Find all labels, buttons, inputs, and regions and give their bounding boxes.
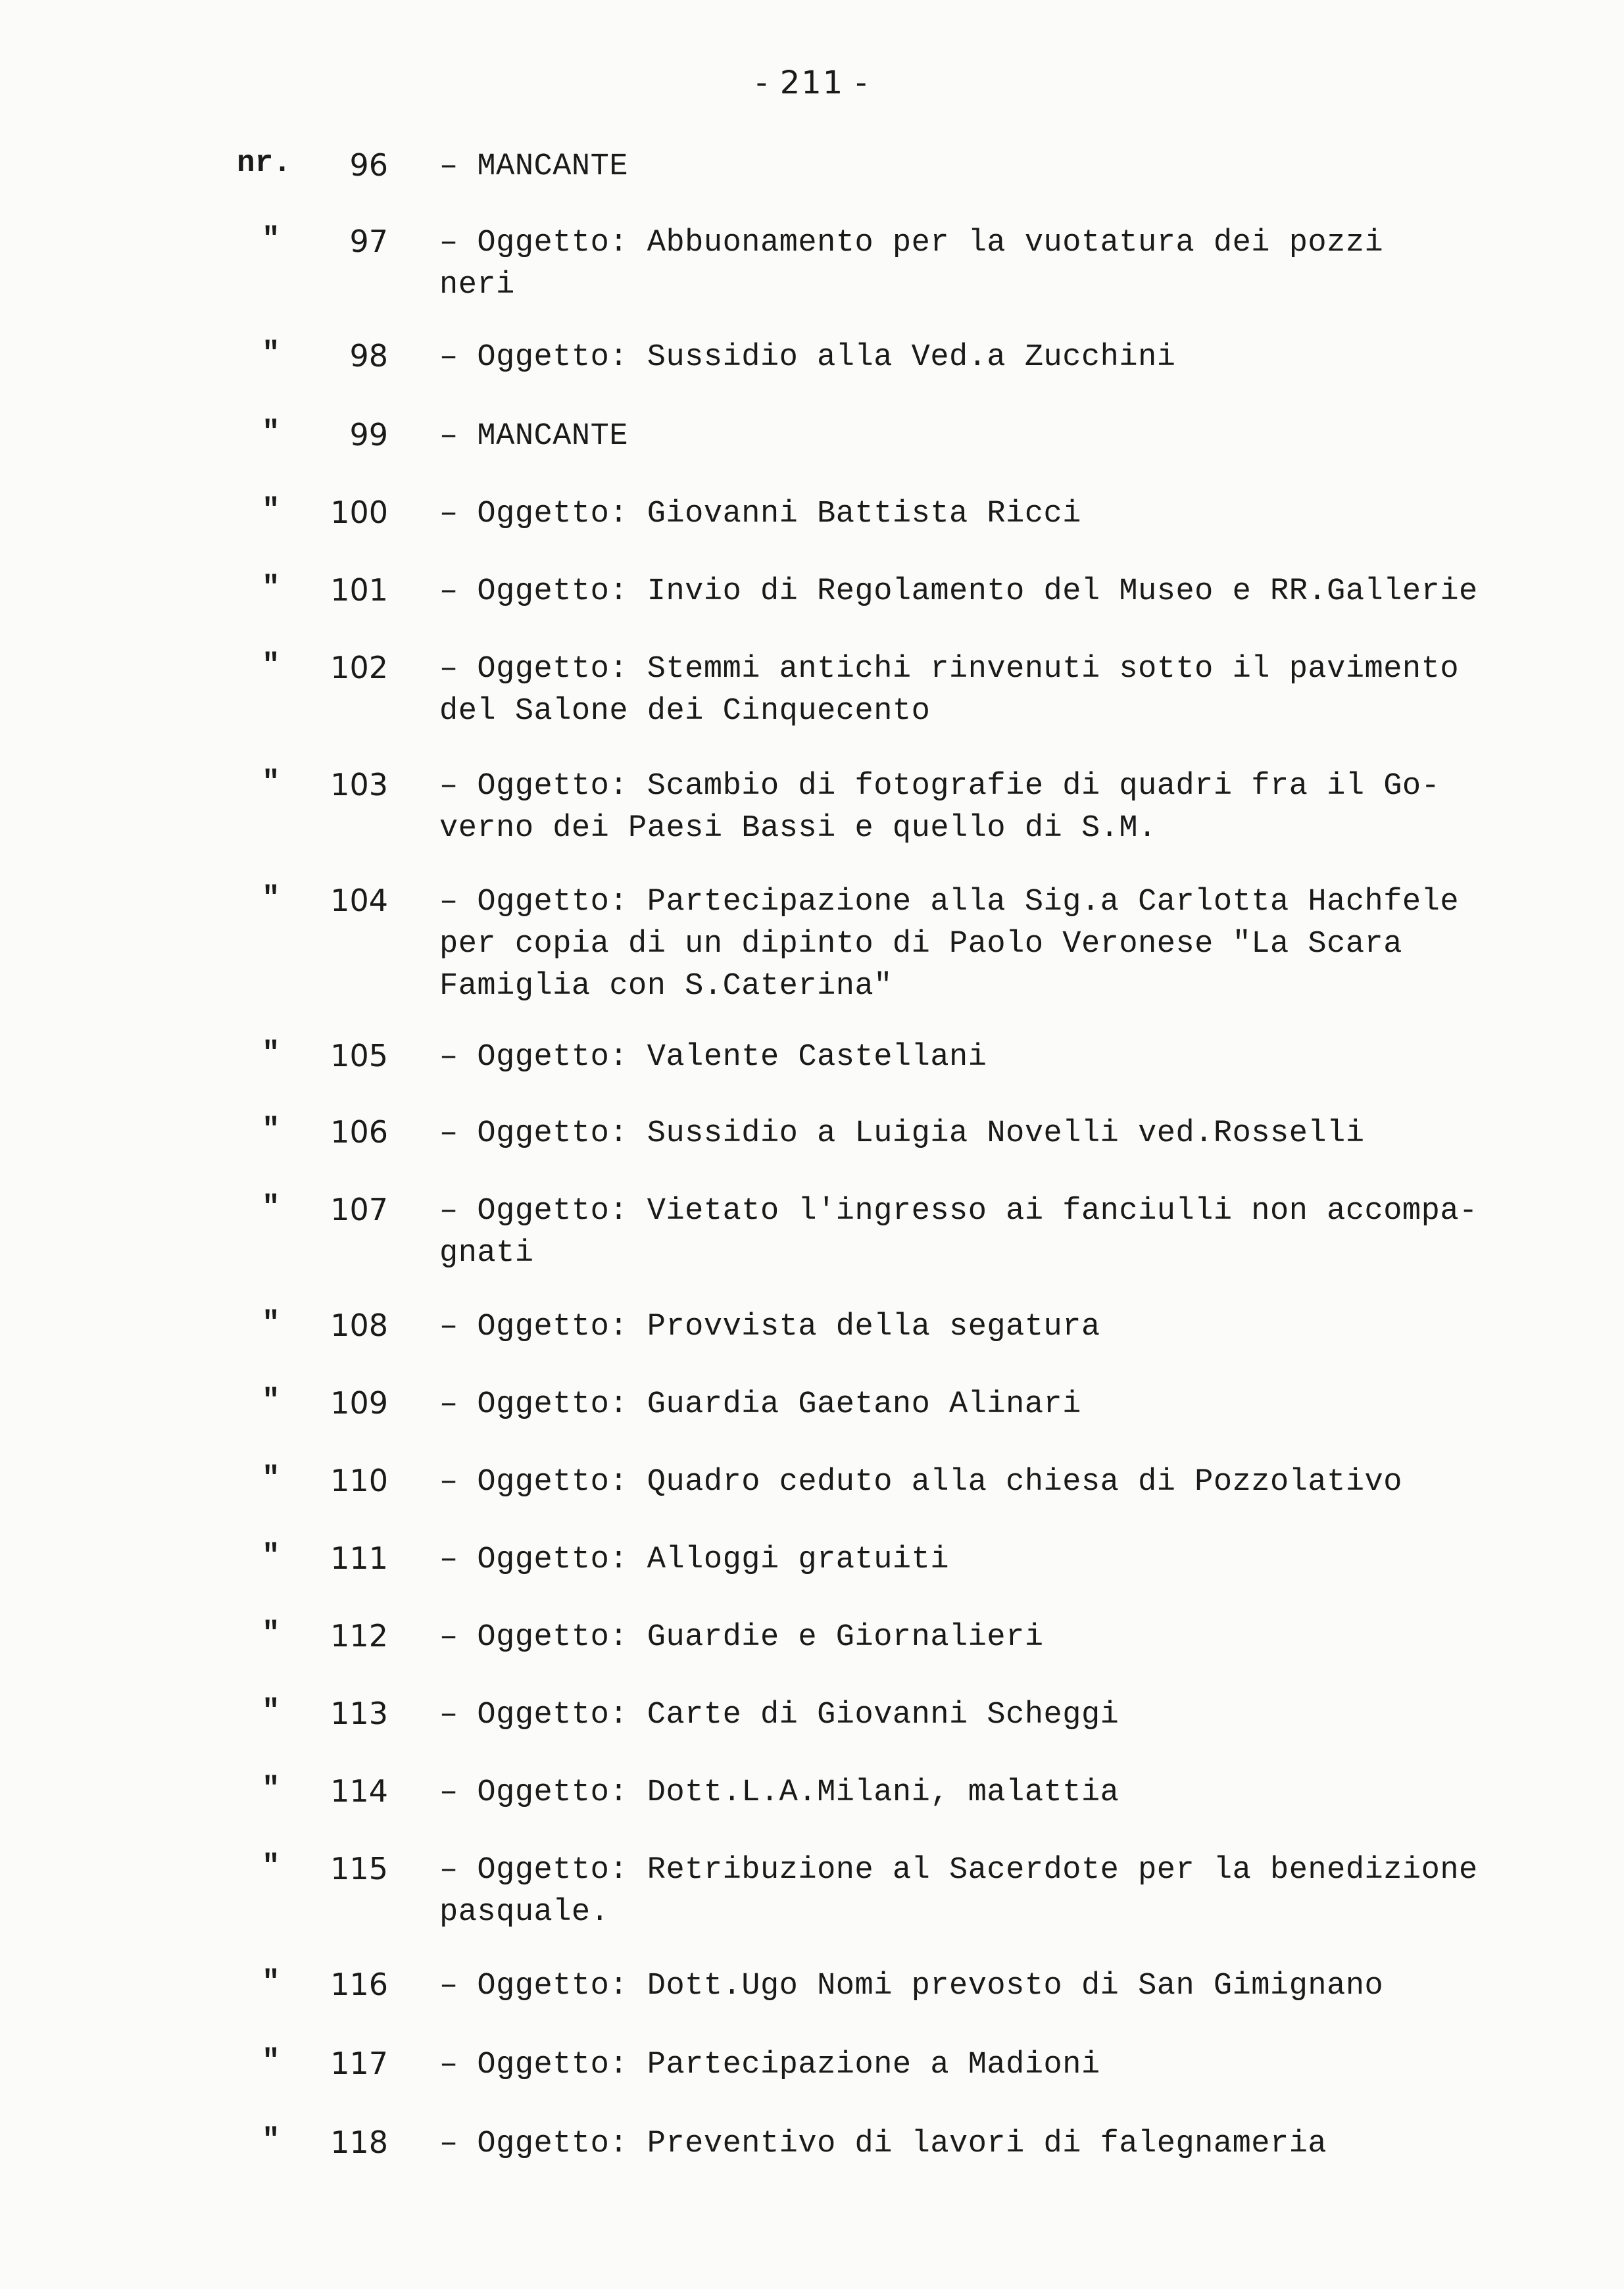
entry-prefix: " — [262, 571, 280, 605]
entry-text: – Oggetto: Preventivo di lavori di falegnameria — [439, 2127, 1327, 2161]
entry-number: 107 — [330, 1192, 388, 1227]
entry-number: 102 — [330, 650, 388, 685]
entry-text: – Oggetto: Vietato l'ingresso ai fanciulli non accompa- gnati — [439, 1194, 1478, 1271]
entry-text: – Oggetto: Quadro ceduto alla chiesa di Pozzolativo — [439, 1465, 1402, 1500]
entry-text: – Oggetto: Provvista della segatura — [439, 1310, 1100, 1344]
entry-prefix: " — [262, 1191, 280, 1225]
entry-number: 103 — [330, 767, 388, 802]
entry-prefix: " — [262, 649, 280, 683]
entry-number: 118 — [330, 2125, 388, 2160]
entry-prefix: " — [262, 1850, 280, 1884]
entry-prefix: " — [262, 766, 280, 800]
entry-text: – Oggetto: Giovanni Battista Ricci — [439, 497, 1081, 531]
entry-text: – Oggetto: Guardia Gaetano Alinari — [439, 1387, 1081, 1422]
entry-prefix: " — [262, 337, 280, 371]
entry-text: – MANCANTE — [439, 419, 629, 454]
entry-prefix: " — [262, 1539, 280, 1573]
entry-text: – Oggetto: Dott.Ugo Nomi prevosto di San Gimignano — [439, 1969, 1384, 2004]
entry-number: 101 — [330, 572, 388, 608]
entry-number: 110 — [330, 1463, 388, 1498]
entry-prefix: " — [262, 881, 280, 916]
entry-number: 109 — [330, 1385, 388, 1421]
entry-prefix: " — [262, 1772, 280, 1806]
entry-prefix: " — [262, 1384, 280, 1418]
entry-text: – Oggetto: Sussidio alla Ved.a Zucchini — [439, 340, 1176, 375]
entry-number: 96 — [349, 147, 388, 183]
entry-number: 112 — [330, 1618, 388, 1654]
entry-number: 113 — [330, 1696, 388, 1731]
entry-text: – Oggetto: Stemmi antichi rinvenuti sotto il pavimento del Salone dei Cinquecento — [439, 652, 1460, 729]
entry-text: – Oggetto: Dott.L.A.Milani, malattia — [439, 1775, 1120, 1810]
entry-number: 99 — [349, 417, 388, 453]
entry-number: 115 — [330, 1851, 388, 1886]
entry-number: 98 — [349, 338, 388, 374]
entry-prefix: " — [262, 493, 280, 528]
entry-number: 108 — [330, 1308, 388, 1343]
entry-text: – Oggetto: Partecipazione a Madioni — [439, 2048, 1100, 2082]
entry-text: – Oggetto: Valente Castellani — [439, 1040, 987, 1075]
entry-prefix: " — [262, 2044, 280, 2079]
entry-number: 100 — [330, 495, 388, 530]
entry-text: – Oggetto: Retribuzione al Sacerdote per la benedizione pasquale. — [439, 1853, 1478, 1930]
entry-text: – MANCANTE — [439, 149, 629, 184]
entry-text: – Oggetto: Sussidio a Luigia Novelli ved.Rosselli — [439, 1116, 1365, 1151]
entry-text: – Oggetto: Abbuonamento per la vuotatura dei pozzi neri — [439, 226, 1384, 303]
entry-text: – Oggetto: Partecipazione alla Sig.a Carlotta Hachfele per copia di un dipinto di Paolo Veronese "La Scara Famiglia con S.Caterina" — [439, 885, 1460, 1004]
entry-number: 117 — [330, 2046, 388, 2081]
entry-number: 106 — [330, 1114, 388, 1150]
entry-prefix: " — [262, 1694, 280, 1729]
entry-text: – Oggetto: Carte di Giovanni Scheggi — [439, 1698, 1120, 1733]
entry-number: 97 — [349, 224, 388, 259]
entry-prefix: " — [262, 1306, 280, 1341]
entry-prefix: " — [262, 2123, 280, 2157]
entry-number: 116 — [330, 1967, 388, 2002]
entry-prefix: " — [262, 1965, 280, 2000]
entry-prefix: " — [262, 416, 280, 450]
entry-number: 105 — [330, 1038, 388, 1073]
entry-number: 114 — [330, 1773, 388, 1809]
entry-prefix: " — [262, 1462, 280, 1496]
entry-text: – Oggetto: Invio di Regolamento del Museo e RR.Gallerie — [439, 574, 1478, 609]
entry-text: – Oggetto: Scambio di fotografie di quadri fra il Go- verno dei Paesi Bassi e quello di S.M. — [439, 769, 1440, 846]
entry-prefix: " — [262, 1113, 280, 1147]
entry-text: – Oggetto: Guardie e Giornalieri — [439, 1620, 1044, 1655]
entry-number: 104 — [330, 883, 388, 918]
entry-prefix: " — [262, 222, 280, 257]
entry-prefix: nr. — [237, 146, 291, 180]
entry-text: – Oggetto: Alloggi gratuiti — [439, 1542, 950, 1577]
entry-prefix: " — [262, 1037, 280, 1071]
entry-number: 111 — [330, 1540, 388, 1576]
entry-prefix: " — [262, 1617, 280, 1651]
page-number: - 211 - — [756, 64, 868, 101]
